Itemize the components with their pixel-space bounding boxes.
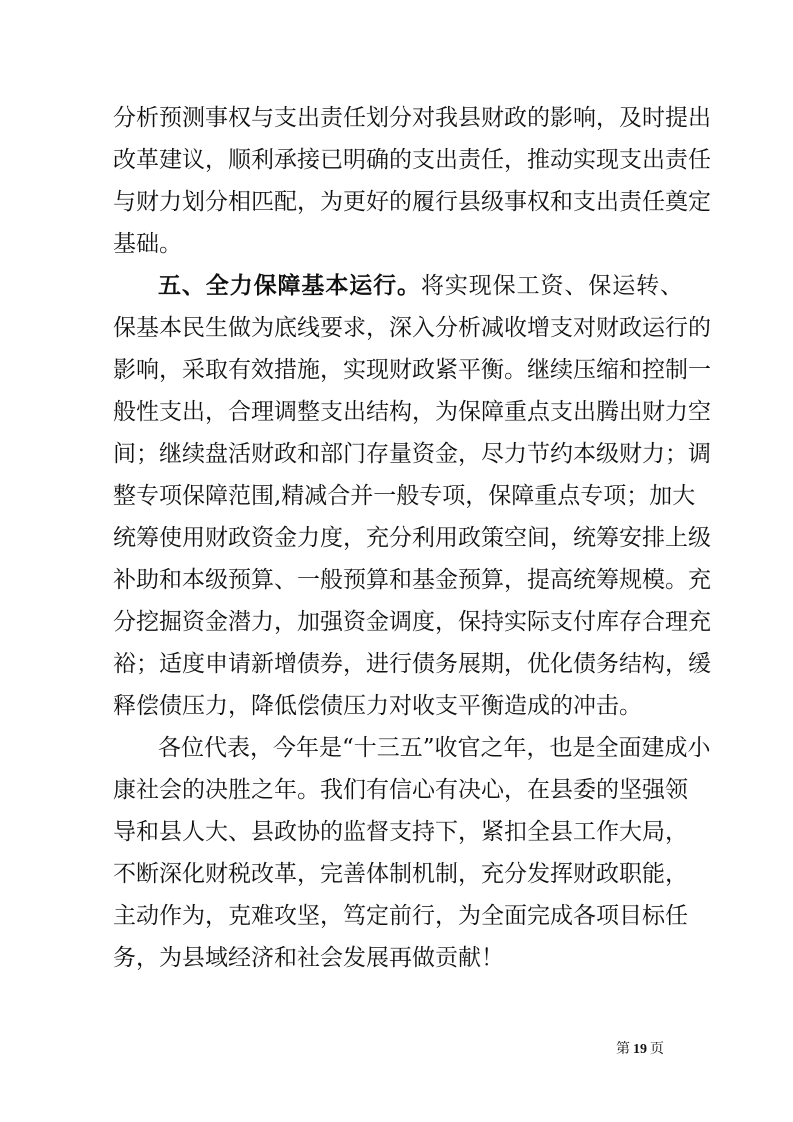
paragraph-line: 与财力划分相匹配，为更好的履行县级事权和支出责任奠定 (113, 189, 711, 215)
page-number: 19 (633, 1042, 647, 1057)
page-number-suffix: 页 (650, 1041, 664, 1057)
paragraph-line: 裕；适度申请新增债券，进行债务展期，优化债务结构，缓 (113, 651, 711, 677)
paragraph-line: 保基本民生做为底线要求，深入分析减收增支对财政运行的 (113, 315, 711, 341)
paragraph-line: 务，为县域经济和社会发展再做贡献！ (113, 945, 504, 971)
paragraph-line: 释偿债压力，降低偿债压力对收支平衡造成的冲击。 (113, 693, 642, 719)
paragraph-line: 间；继续盘活财政和部门存量资金，尽力节约本级财力；调 (113, 441, 711, 467)
page-number-prefix: 第 (616, 1041, 630, 1057)
paragraph-line: 影响，采取有效措施，实现财政紧平衡。继续压缩和控制一 (113, 357, 711, 383)
page-number-footer (616, 1040, 664, 1059)
section-first-line (158, 266, 683, 306)
paragraph-first-line: 各位代表，今年是“十三五”收官之年，也是全面建成小 (158, 735, 711, 761)
paragraph-line: 分挖掘资金潜力，加强资金调度，保持实际支付库存合理充 (113, 609, 711, 635)
paragraph-line: 般性支出，合理调整支出结构，为保障重点支出腾出财力空 (113, 399, 711, 425)
paragraph-line: 康社会的决胜之年。我们有信心有决心，在县委的坚强领 (113, 777, 688, 803)
paragraph-line: 统筹使用财政资金力度，充分利用政策空间，统筹安排上级 (113, 525, 711, 551)
paragraph-line: 基础。 (113, 231, 182, 257)
paragraph-line: 主动作为，克难攻坚，笃定前行，为全面完成各项目标任 (113, 903, 688, 929)
paragraph-line: 整专项保障范围,精减合并一般专项，保障重点专项；加大 (113, 483, 696, 509)
paragraph-line: 改革建议，顺利承接已明确的支出责任，推动实现支出责任 (113, 147, 711, 173)
paragraph-line: 导和县人大、县政协的监督支持下，紧扣全县工作大局， (113, 819, 688, 845)
paragraph-line: 补助和本级预算、一般预算和基金预算，提高统筹规模。充 (113, 567, 711, 593)
section-heading: 五、全力保障基本运行。 (158, 273, 421, 299)
section-first-line-text: 将实现保工资、保运转、 (420, 273, 684, 299)
paragraph-line: 分析预测事权与支出责任划分对我县财政的影响，及时提出 (113, 105, 711, 131)
paragraph-line: 不断深化财税改革，完善体制机制，充分发挥财政职能， (113, 861, 688, 887)
